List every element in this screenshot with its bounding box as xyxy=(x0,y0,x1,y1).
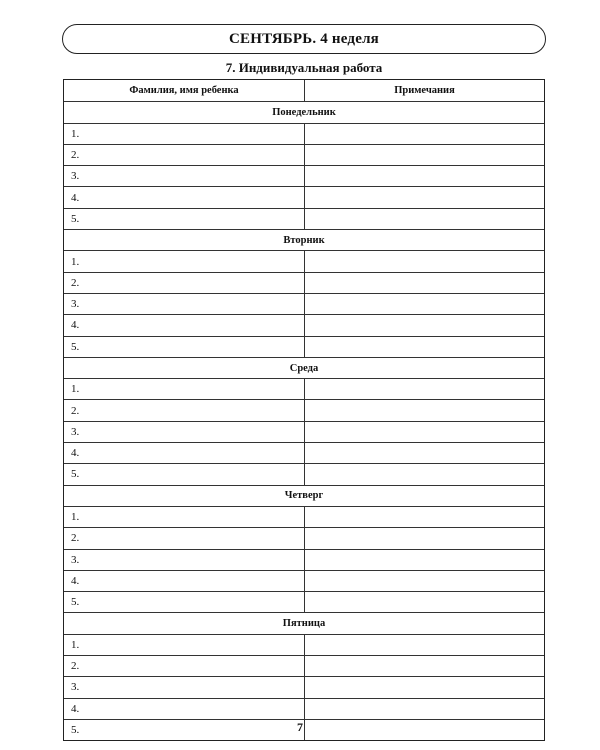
child-name-cell[interactable]: 5. xyxy=(64,464,305,484)
table-row xyxy=(64,549,544,570)
child-name-cell[interactable]: 2. xyxy=(64,145,305,165)
notes-cell[interactable] xyxy=(305,635,544,655)
day-heading-row xyxy=(64,357,544,378)
day-heading: Среда xyxy=(289,362,319,374)
notes-cell[interactable] xyxy=(305,592,544,612)
child-name-cell[interactable]: 4. xyxy=(64,187,305,207)
child-name-cell[interactable]: 5. xyxy=(64,592,305,612)
notes-cell[interactable] xyxy=(305,443,544,463)
table-row xyxy=(64,463,544,484)
notes-cell[interactable] xyxy=(305,337,544,357)
child-name-cell[interactable]: 5. xyxy=(64,337,305,357)
individual-work-table xyxy=(63,79,545,741)
table-row xyxy=(64,144,544,165)
notes-cell[interactable] xyxy=(305,379,544,399)
day-heading-row xyxy=(64,229,544,250)
notes-cell[interactable] xyxy=(305,209,544,229)
notes-cell[interactable] xyxy=(305,294,544,314)
child-name-cell[interactable]: 2. xyxy=(64,400,305,420)
day-heading-row xyxy=(64,485,544,506)
notes-cell[interactable] xyxy=(305,124,544,144)
child-name-cell[interactable]: 3. xyxy=(64,294,305,314)
table-row xyxy=(64,634,544,655)
table-row xyxy=(64,250,544,271)
child-name-cell[interactable]: 1. xyxy=(64,379,305,399)
child-name-cell[interactable]: 2. xyxy=(64,656,305,676)
child-name-cell[interactable]: 1. xyxy=(64,507,305,527)
table-row xyxy=(64,570,544,591)
table-row xyxy=(64,314,544,335)
table-row xyxy=(64,527,544,548)
child-name-cell[interactable]: 1. xyxy=(64,251,305,271)
child-name-cell[interactable]: 3. xyxy=(64,550,305,570)
table-row xyxy=(64,698,544,719)
table-row xyxy=(64,293,544,314)
notes-cell[interactable] xyxy=(305,464,544,484)
day-heading: Пятница xyxy=(282,618,326,630)
notes-cell[interactable] xyxy=(305,251,544,271)
notes-cell[interactable] xyxy=(305,400,544,420)
table-row xyxy=(64,655,544,676)
notes-cell[interactable] xyxy=(305,145,544,165)
child-name-cell[interactable]: 5. xyxy=(64,720,305,740)
child-name-cell[interactable]: 3. xyxy=(64,422,305,442)
column-header-child-name: Фамилия, имя ребенка xyxy=(64,80,305,101)
table-row xyxy=(64,676,544,697)
child-name-cell[interactable]: 4. xyxy=(64,443,305,463)
section-title: 7. Индивидуальная работа xyxy=(225,60,383,75)
child-name-cell[interactable]: 4. xyxy=(64,315,305,335)
table-row xyxy=(64,591,544,612)
child-name-cell[interactable]: 4. xyxy=(64,699,305,719)
table-row xyxy=(64,399,544,420)
notes-cell[interactable] xyxy=(305,699,544,719)
table-row xyxy=(64,208,544,229)
child-name-cell[interactable]: 5. xyxy=(64,209,305,229)
day-heading: Вторник xyxy=(283,234,325,246)
table-row xyxy=(64,123,544,144)
table-row xyxy=(64,165,544,186)
notes-cell[interactable] xyxy=(305,656,544,676)
notes-cell[interactable] xyxy=(305,571,544,591)
day-heading-row xyxy=(64,101,544,122)
notes-cell[interactable] xyxy=(305,528,544,548)
table-row xyxy=(64,186,544,207)
day-heading: Четверг xyxy=(284,490,324,502)
day-heading-row xyxy=(64,612,544,633)
column-header-notes: Примечания xyxy=(394,85,455,97)
child-name-cell[interactable]: 1. xyxy=(64,635,305,655)
notes-cell[interactable] xyxy=(305,677,544,697)
notes-cell[interactable] xyxy=(305,166,544,186)
child-name-cell[interactable]: 2. xyxy=(64,528,305,548)
child-name-cell[interactable]: 4. xyxy=(64,571,305,591)
notes-cell[interactable] xyxy=(305,422,544,442)
notes-cell[interactable] xyxy=(305,187,544,207)
notes-cell[interactable] xyxy=(305,315,544,335)
banner-title: СЕНТЯБРЬ. 4 неделя xyxy=(229,30,379,47)
notes-cell[interactable] xyxy=(305,550,544,570)
table-row xyxy=(64,378,544,399)
table-row xyxy=(64,272,544,293)
table-header-row xyxy=(64,80,544,101)
page-banner xyxy=(62,24,546,54)
child-name-cell[interactable]: 3. xyxy=(64,677,305,697)
table-row xyxy=(64,506,544,527)
child-name-cell[interactable]: 3. xyxy=(64,166,305,186)
page-number: 7 xyxy=(297,720,303,734)
notes-cell[interactable] xyxy=(305,507,544,527)
day-heading: Понедельник xyxy=(272,106,336,118)
notes-cell[interactable] xyxy=(305,273,544,293)
table-row xyxy=(64,336,544,357)
child-name-cell[interactable]: 2. xyxy=(64,273,305,293)
table-row xyxy=(64,442,544,463)
child-name-cell[interactable]: 1. xyxy=(64,124,305,144)
table-row xyxy=(64,421,544,442)
